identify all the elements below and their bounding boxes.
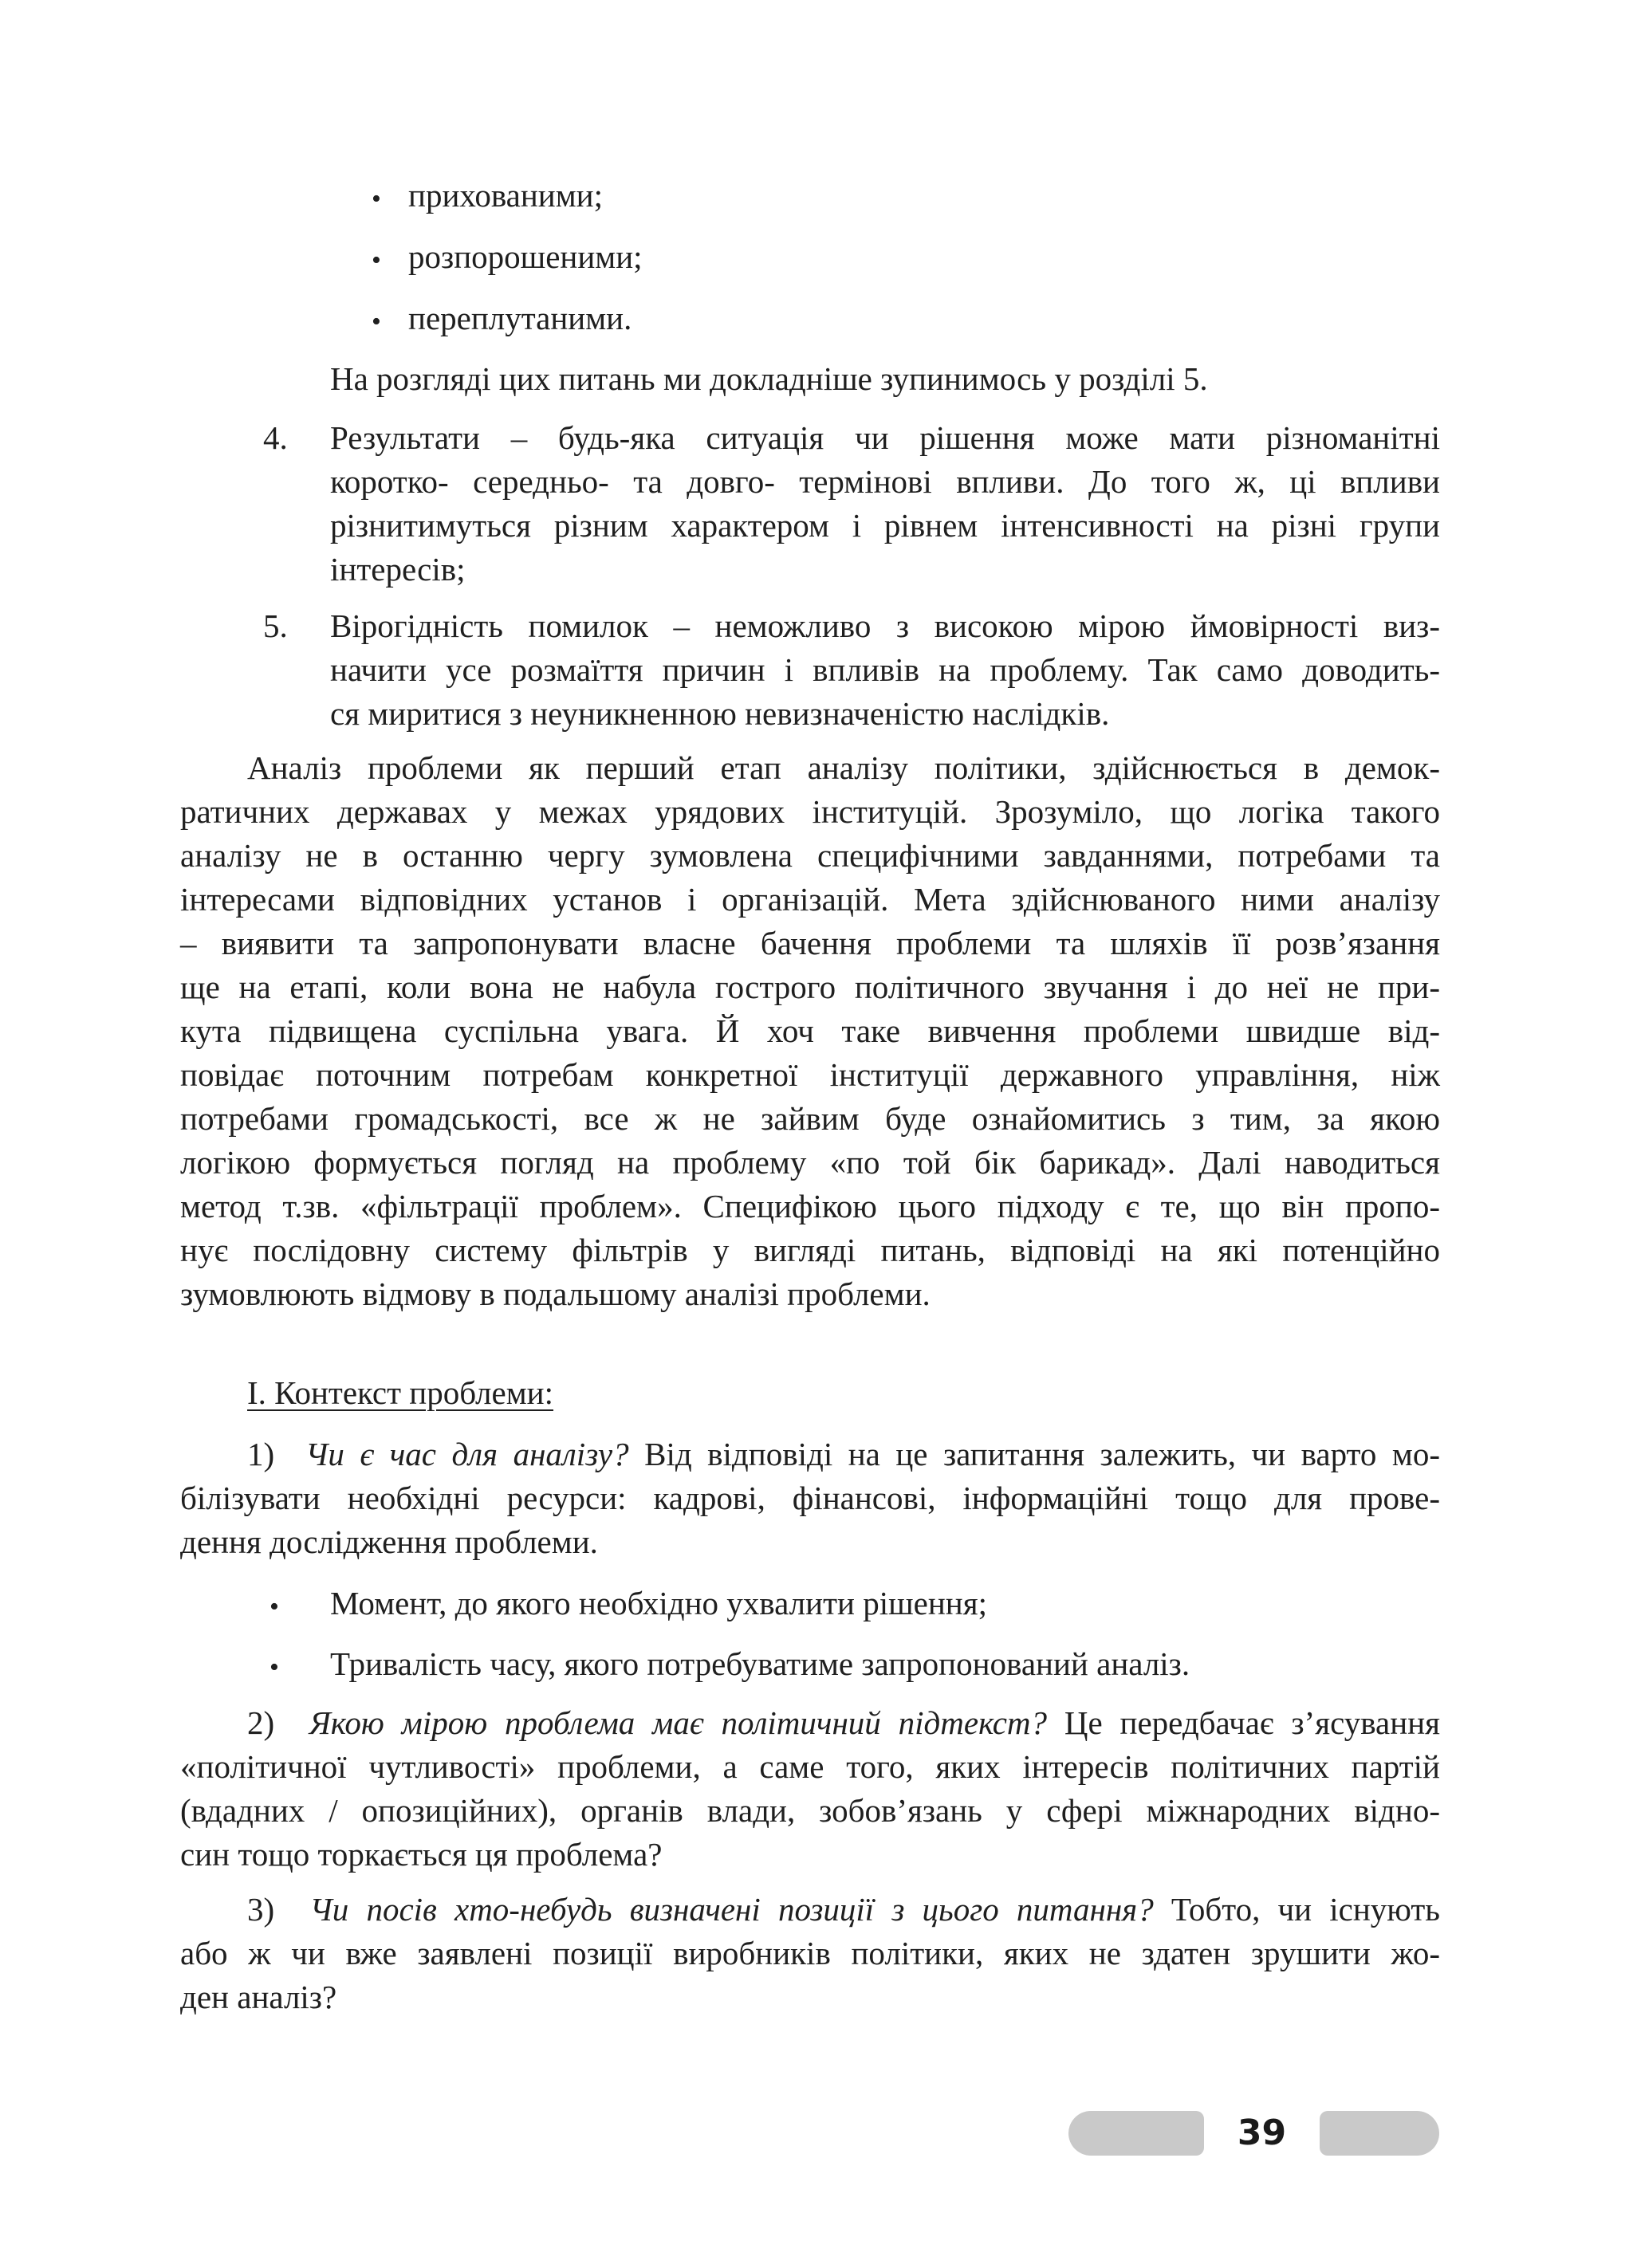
text-line: інтересами відповідних установ і організацій. Мета здійснюваного ними аналізу [180,881,1440,918]
bullet-item: Тривалість часу, якого потребуватиме запропонований аналіз. [330,1645,1190,1682]
text-line: Аналіз проблеми як перший етап аналізу політики, здійснюється в демок- [247,749,1440,786]
bullet-marker: • [372,246,381,275]
page-number-bar [1068,2111,1439,2156]
text-line: кута підвищена суспільна увага. Й хоч таке вивчення проблеми швидше від- [180,1012,1440,1049]
text-line: дення дослідження проблеми. [180,1523,598,1560]
question-rest: Це передбачає з’ясування [1047,1704,1440,1741]
text-line: (вдадних / опозиційних), органів влади, зобов’язань у сфері міжнародних відно- [180,1792,1440,1829]
question-1 [180,1433,1440,1564]
question-first-line [180,1888,1440,1932]
bullet-item: прихованими; [408,177,603,214]
text-line: начити усе розмаїття причин і впливів на проблему. Так само доводить- [330,651,1440,688]
question-first-line [180,1701,1440,1745]
text-line: ще на етапі, коли вона не набула гострого політичного звучання і до неї не при- [180,969,1440,1005]
question-3 [180,1888,1440,2019]
text-line: син тощо торкається ця проблема? [180,1836,663,1873]
question-label: 3) [247,1891,275,1928]
bullet-marker: • [270,1592,279,1621]
question-label: 2) [247,1704,275,1741]
text-line: Вірогідність помилок – неможливо з високою мірою ймовірності виз- [330,607,1440,644]
text-line: Результати – будь-яка ситуація чи рішення може мати різноманітні [330,419,1440,456]
main-paragraph [180,746,1440,1316]
text-line: – виявити та запропонувати власне бачення проблеми та шляхів її розв’язання [180,925,1440,961]
chapter-note: На розгляді цих питань ми докладніше зупинимось у розділі 5. [330,360,1208,397]
text-line: різнитимуться різним характером і рівнем інтенсивності на різні групи [330,507,1440,544]
question-first-line [180,1433,1440,1476]
section-heading: І. Контекст проблеми: [247,1374,553,1411]
question-text: Чи посів хто-небудь визначені позиції з цього питання? [309,1891,1154,1928]
page-number: 39 [1204,2111,1320,2156]
text-line: логікою формується погляд на проблему «по той бік барикад». Далі наводиться [180,1144,1440,1181]
text-line: метод т.зв. «фільтрації проблем». Специфікою цього підходу є те, що він пропо- [180,1188,1440,1224]
question-text: Чи є час для аналізу? [305,1436,629,1472]
numbered-item-5 [330,604,1440,736]
text-line: ся миритися з неуникненною невизначеністю наслідків. [330,695,1110,732]
numbered-item-4 [330,416,1440,592]
question-2 [180,1701,1440,1877]
text-line: аналізу не в останню чергу зумовлена специфічними завданнями, потребами та [180,837,1440,874]
text-line: нує послідовну систему фільтрів у вигляді питань, відповіді на які потенційно [180,1232,1440,1268]
bullet-marker: • [372,184,381,214]
text-line: інтересів; [330,551,466,588]
text-line: «політичної чутливості» проблеми, а саме того, яких інтересів політичних партій [180,1748,1440,1785]
footer-bar-left [1068,2111,1204,2156]
text-line: ден аналіз? [180,1979,337,2015]
bullet-marker: • [372,307,381,336]
question-rest: Від відповіді на це запитання залежить, чи варто мо- [628,1436,1441,1472]
question-label: 1) [247,1436,275,1472]
question-rest: Тобто, чи існують [1153,1891,1440,1928]
footer-bar-right [1320,2111,1439,2156]
text-line: або ж чи вже заявлені позиції виробників політики, яких не здатен зрушити жо- [180,1935,1440,1971]
text-line: коротко- середньо- та довго- термінові впливи. До того ж, ці впливи [330,463,1440,500]
text-line: зумовлюють відмову в подальшому аналізі проблеми. [180,1276,931,1312]
text-line: ратичних державах у межах урядових інституцій. Зрозуміло, що логіка такого [180,793,1440,830]
question-text: Якою мірою проблема має політичний підтекст? [309,1704,1048,1741]
bullet-item: переплутаними. [408,300,632,336]
bullet-item: Момент, до якого необхідно ухвалити рішення; [330,1585,987,1621]
text-line: потребами громадськості, все ж не зайвим буде ознайомитись з тим, за якою [180,1100,1440,1137]
text-line: білізувати необхідні ресурси: кадрові, фінансові, інформаційні тощо для прове- [180,1480,1440,1516]
list-number: 4. [263,419,288,456]
bullet-marker: • [270,1653,279,1682]
list-number: 5. [263,607,288,644]
text-line: повідає поточним потребам конкретної інституції державного управління, ніж [180,1056,1440,1093]
bullet-item: розпорошеними; [408,238,643,275]
